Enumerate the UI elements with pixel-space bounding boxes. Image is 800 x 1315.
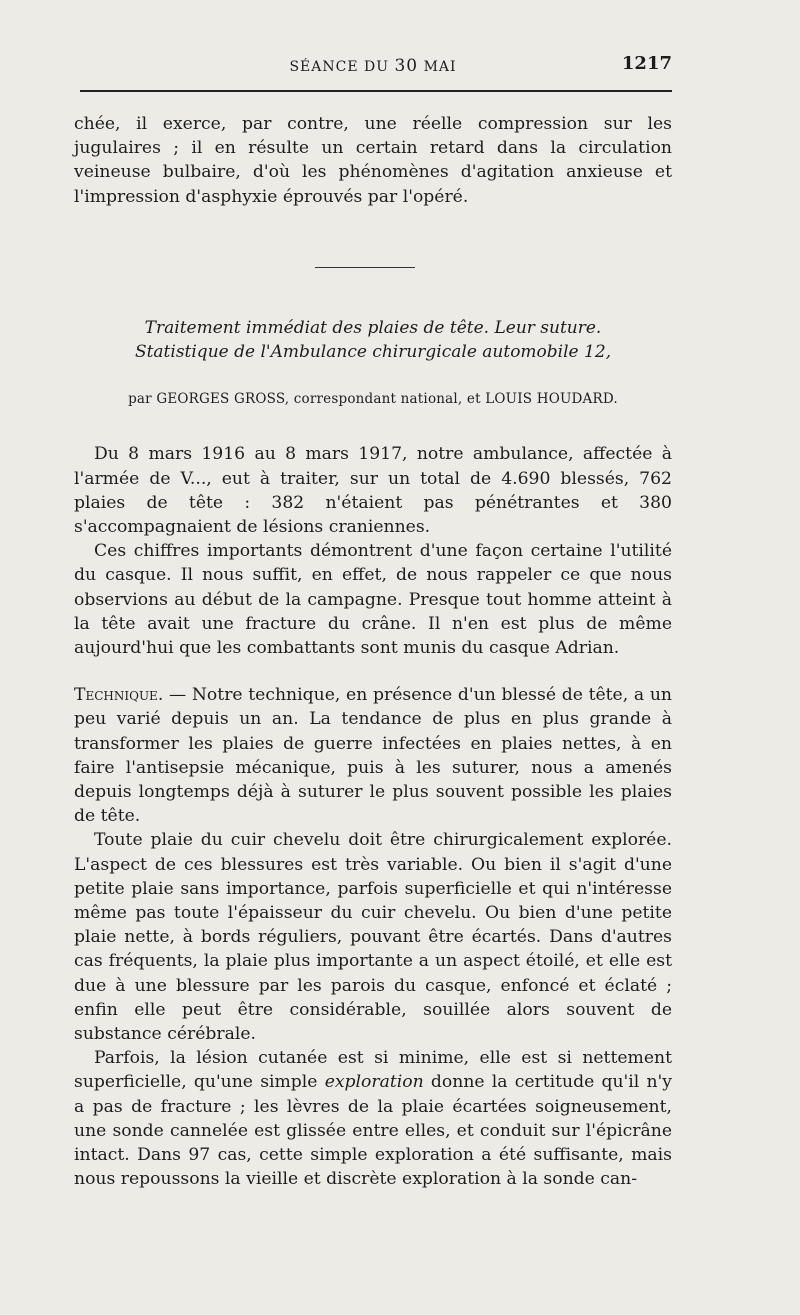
paragraph-5-part-a: Parfois, la lésion cutanée est si minime, elle est si nettement superficielle, qu'une simple	[74, 1048, 672, 1093]
running-header	[74, 46, 672, 82]
paragraph-technique	[74, 683, 672, 828]
running-title	[74, 56, 672, 76]
paragraph-5	[74, 1046, 672, 1191]
author-2: LOUIS HOUDARD.	[485, 391, 618, 408]
paragraph-1: Du 8 mars 1916 au 8 mars 1917, notre ambulance, affectée à l'armée de V..., eut à traiter, sur un total de 4.690 blessés, 762 plaies de tête : 382 n'étaient pas pénétrantes et 380 s'accompagnaient de lésions craniennes.	[74, 444, 672, 537]
paragraph-5-part-b: donne la certitude qu'il n'y a pas de fracture ; les lèvres de la plaie écartées soigneusement, une sonde cannelée est glissée entre elles, et conduit sur l'épicrâne intact. Dans 97 cas, cette simple exploration a été suffisante, mais nous repoussons la vieille et discrète exploration à la sonde can-	[74, 1072, 672, 1190]
byline-middle: correspondant national, et	[293, 391, 481, 408]
running-title-month: MAI	[423, 59, 457, 75]
article-title	[74, 316, 672, 364]
section-separator	[315, 267, 415, 269]
author-1: GEORGES GROSS,	[156, 391, 290, 408]
page-body	[74, 112, 672, 1191]
article-title-line-2: Statistique de l'Ambulance chirurgicale automobile 12,	[134, 342, 612, 363]
paragraph-4: Toute plaie du cuir chevelu doit être chirurgicalement explorée. L'aspect de ces blessures est très variable. Ou bien il s'agit d'une petite plaie sans importance, parfois superficielle et qui n'intéresse même pas toute l'épaisseur du cuir chevelu. Ou bien d'une petite plaie nette, à bords réguliers, pouvant être écartés. Dans d'autres cas fréquents, la plaie plus importante a un aspect étoilé, et elle est due à une blessure par les parois du casque, enfoncé et éclaté ; enfin elle peut être considérable, souillée alors souvent de substance cérébrale.	[74, 830, 672, 1044]
continuation-paragraph: chée, il exerce, par contre, une réelle compression sur les jugulaires ; il en résulte un certain retard dans la circulation veineuse bulbaire, d'où les phénomènes d'agitation anxieuse et l'impression d'asphyxie éprouvés par l'opéré.	[74, 114, 672, 207]
byline-prefix: par	[128, 391, 152, 408]
article-byline	[74, 390, 672, 408]
article-title-line-1: Traitement immédiat des plaies de tête. Leur suture.	[144, 318, 602, 339]
technique-text: — Notre technique, en présence d'un blessé de tête, a un peu varié depuis un an. La tendance de plus en plus grande à transformer les plaies de guerre infectées en plaies nettes, à en faire l'antisepsie mécanique, puis à les suturer, nous a amenés depuis longtemps déjà à suturer le plus souvent possible les plaies de tête.	[74, 685, 672, 827]
paragraph-2: Ces chiffres importants démontrent d'une façon certaine l'utilité du casque. Il nous suffit, en effet, de nous rappeler ce que nous observions au début de la campagne. Presque tout homme atteint à la tête avait une fracture du crâne. Il n'en est plus de même aujourd'hui que les combattants sont munis du casque Adrian.	[74, 541, 672, 658]
paragraph-5-emphasis: exploration	[324, 1072, 424, 1093]
page	[74, 46, 672, 1190]
header-rule	[80, 90, 672, 92]
running-title-day: 30	[394, 56, 419, 76]
page-number: 1217	[621, 53, 672, 74]
running-title-prefix: SÉANCE DU	[289, 59, 390, 75]
technique-label: Technique.	[74, 685, 164, 706]
